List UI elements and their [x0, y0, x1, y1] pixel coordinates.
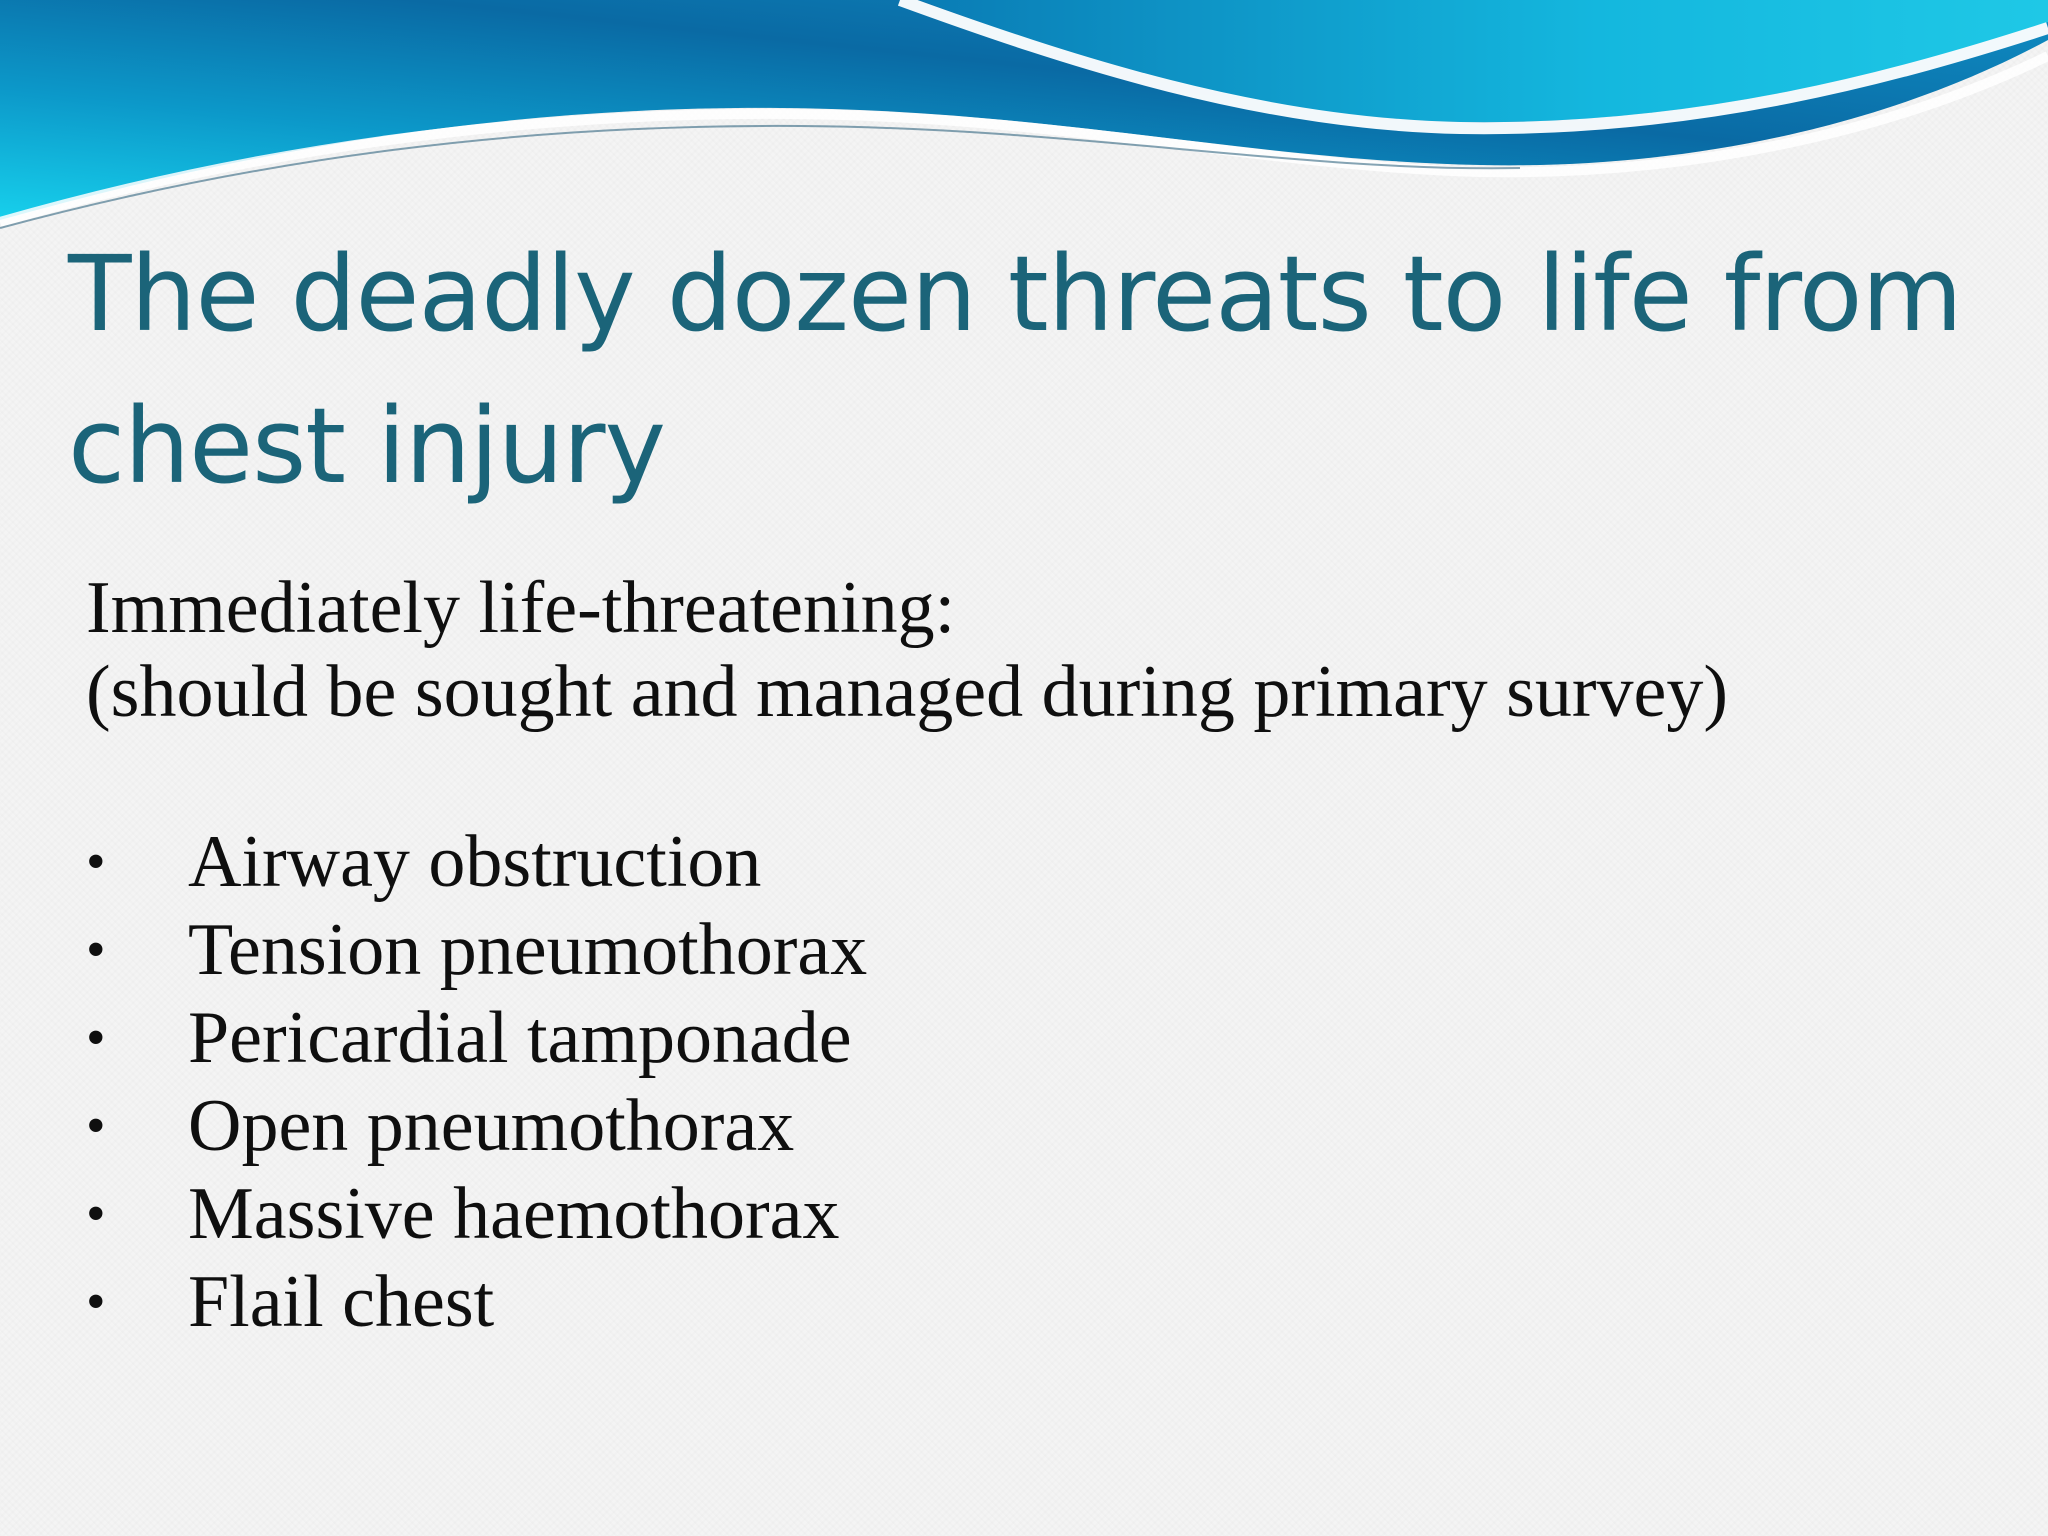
list-item — [86, 906, 2006, 994]
intro-subheading: (should be sought and managed during primary survey) — [86, 651, 1729, 733]
list-item — [86, 994, 2006, 1082]
list-item — [86, 1258, 2006, 1346]
header-wave-decoration — [0, 0, 2048, 240]
blank-line — [86, 734, 2006, 818]
bullet-icon: • — [86, 831, 106, 893]
bullet-icon: • — [86, 1183, 106, 1245]
list-item-text: Open pneumothorax — [188, 1085, 795, 1167]
list-item — [86, 1170, 2006, 1258]
list-item-text: Pericardial tamponade — [188, 997, 852, 1079]
bullet-icon: • — [86, 919, 106, 981]
list-item-text: Airway obstruction — [188, 821, 762, 903]
list-item-text: Massive haemothorax — [188, 1173, 840, 1255]
intro-heading: Immediately life-threatening: — [86, 567, 956, 649]
bullet-icon: • — [86, 1271, 106, 1333]
list-item-text: Tension pneumothorax — [188, 909, 868, 991]
slide-body — [86, 566, 2006, 1346]
slide-title: The deadly dozen threats to life from chest injury — [68, 233, 1962, 507]
bullet-icon: • — [86, 1095, 106, 1157]
bullet-icon: • — [86, 1007, 106, 1069]
list-item — [86, 818, 2006, 906]
threat-list — [86, 818, 2006, 1346]
list-item — [86, 1082, 2006, 1170]
list-item-text: Flail chest — [188, 1261, 495, 1343]
